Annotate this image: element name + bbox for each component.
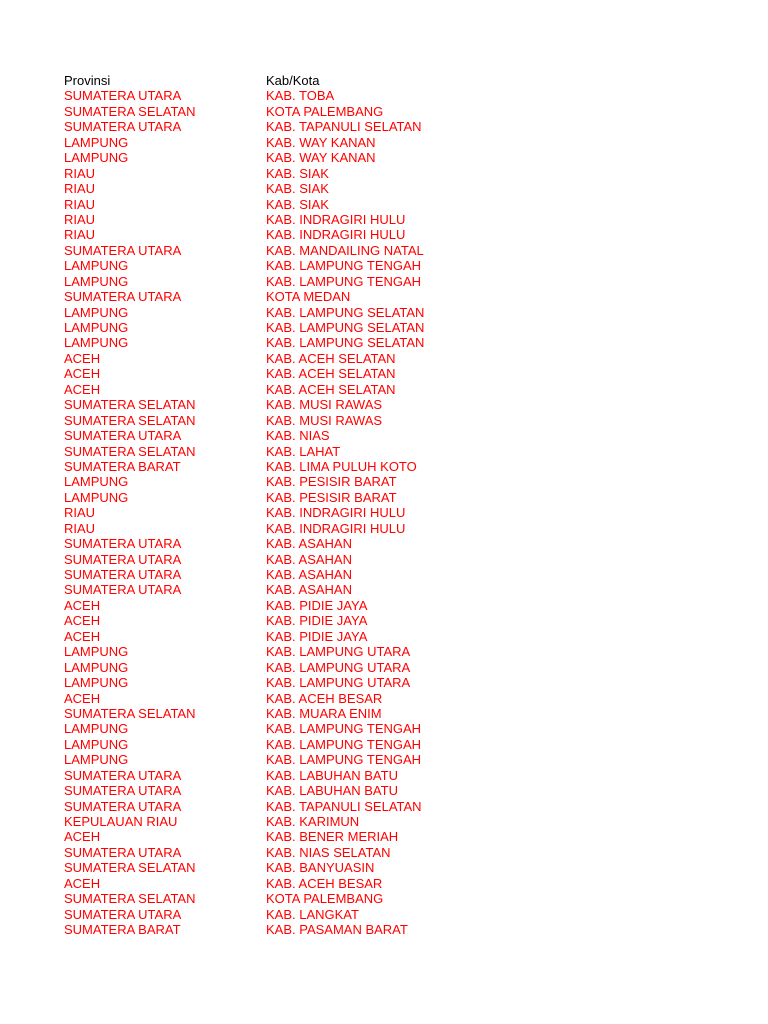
cell-provinsi: LAMPUNG (64, 659, 129, 675)
cell-provinsi: SUMATERA UTARA (64, 783, 182, 799)
cell-kab-kota: KAB. LAMPUNG SELATAN (266, 304, 425, 320)
table-row (64, 88, 704, 103)
table-row (64, 119, 704, 134)
cell-kab-kota: KAB. PIDIE JAYA (266, 597, 368, 613)
table-row (64, 490, 704, 505)
table-row (64, 474, 704, 489)
cell-provinsi: LAMPUNG (64, 752, 129, 768)
table-row (64, 397, 704, 412)
cell-kab-kota: KAB. ACEH BESAR (266, 875, 383, 891)
cell-provinsi: RIAU (64, 520, 96, 536)
table-row (64, 444, 704, 459)
table-row (64, 644, 704, 659)
table-row (64, 752, 704, 767)
cell-kab-kota: KAB. LAMPUNG TENGAH (266, 258, 422, 274)
cell-kab-kota: KAB. ACEH SELATAN (266, 366, 396, 382)
cell-provinsi: SUMATERA UTARA (64, 906, 182, 922)
cell-provinsi: SUMATERA SELATAN (64, 443, 196, 459)
table-row (64, 197, 704, 212)
cell-kab-kota: KAB. INDRAGIRI HULU (266, 505, 406, 521)
cell-kab-kota: KAB. ASAHAN (266, 551, 352, 567)
cell-provinsi: RIAU (64, 505, 96, 521)
cell-kab-kota: KAB. LAMPUNG UTARA (266, 659, 411, 675)
cell-provinsi: ACEH (64, 613, 101, 629)
table-row (64, 181, 704, 196)
cell-kab-kota: KAB. LAMPUNG UTARA (266, 644, 411, 660)
cell-kab-kota: KAB. LAMPUNG UTARA (266, 675, 411, 691)
table-row (64, 305, 704, 320)
cell-provinsi: LAMPUNG (64, 304, 129, 320)
cell-provinsi: SUMATERA BARAT (64, 922, 181, 938)
table-row (64, 660, 704, 675)
cell-kab-kota: KAB. SIAK (266, 165, 329, 181)
table-row (64, 135, 704, 150)
cell-provinsi: ACEH (64, 381, 101, 397)
cell-provinsi: SUMATERA UTARA (64, 844, 182, 860)
table-row (64, 150, 704, 165)
table-row (64, 582, 704, 597)
table-row (64, 814, 704, 829)
table-row (64, 845, 704, 860)
cell-provinsi: LAMPUNG (64, 320, 129, 335)
cell-kab-kota: KAB. WAY KANAN (266, 150, 376, 166)
cell-kab-kota: KAB. LAHAT (266, 443, 341, 459)
cell-kab-kota: KAB. LAMPUNG TENGAH (266, 273, 422, 289)
cell-provinsi: LAMPUNG (64, 736, 129, 752)
cell-kab-kota: KAB. INDRAGIRI HULU (266, 211, 406, 227)
cell-kab-kota: KAB. ASAHAN (266, 536, 352, 552)
table-row (64, 335, 704, 350)
cell-provinsi: SUMATERA UTARA (64, 119, 182, 135)
table-row (64, 829, 704, 844)
cell-provinsi: SUMATERA UTARA (64, 536, 182, 552)
cell-provinsi: LAMPUNG (64, 644, 129, 660)
cell-provinsi: ACEH (64, 628, 101, 644)
table-row (64, 382, 704, 397)
table-row (64, 258, 704, 273)
cell-kab-kota: KAB. LAMPUNG SELATAN (266, 320, 425, 335)
table-row (64, 366, 704, 381)
header-provinsi: Provinsi (64, 73, 111, 88)
table-row (64, 227, 704, 242)
table-row (64, 768, 704, 783)
cell-kab-kota: KAB. SIAK (266, 181, 329, 197)
cell-provinsi: LAMPUNG (64, 675, 129, 691)
cell-provinsi: SUMATERA UTARA (64, 551, 182, 567)
cell-kab-kota: KAB. NIAS (266, 428, 330, 444)
table-header-row (64, 73, 704, 88)
cell-kab-kota: KAB. LIMA PULUH KOTO (266, 458, 417, 474)
cell-provinsi: LAMPUNG (64, 489, 129, 505)
cell-provinsi: SUMATERA UTARA (64, 798, 182, 814)
cell-provinsi: LAMPUNG (64, 134, 129, 150)
cell-provinsi: ACEH (64, 829, 101, 845)
table-row (64, 598, 704, 613)
cell-provinsi: SUMATERA SELATAN (64, 412, 196, 428)
table-row (64, 428, 704, 443)
cell-kab-kota: KAB. PESISIR BARAT (266, 489, 397, 505)
table-row (64, 706, 704, 721)
table-row (64, 629, 704, 644)
cell-provinsi: RIAU (64, 181, 96, 197)
table-row (64, 552, 704, 567)
cell-kab-kota: KAB. LAMPUNG SELATAN (266, 335, 425, 351)
cell-kab-kota: KAB. WAY KANAN (266, 134, 376, 150)
cell-kab-kota: KAB. SIAK (266, 196, 329, 212)
cell-provinsi: ACEH (64, 690, 101, 706)
table-row (64, 521, 704, 536)
cell-kab-kota: KAB. LAMPUNG TENGAH (266, 721, 422, 737)
table-row (64, 212, 704, 227)
cell-kab-kota: KAB. BANYUASIN (266, 860, 375, 876)
cell-kab-kota: KAB. ASAHAN (266, 567, 352, 582)
table-row (64, 799, 704, 814)
cell-provinsi: ACEH (64, 875, 101, 891)
cell-provinsi: SUMATERA SELATAN (64, 860, 196, 876)
cell-kab-kota: KAB. ASAHAN (266, 582, 352, 598)
cell-kab-kota: KAB. KARIMUN (266, 814, 360, 829)
table-row (64, 567, 704, 582)
cell-provinsi: ACEH (64, 350, 101, 366)
table-row (64, 675, 704, 690)
table-row (64, 860, 704, 875)
cell-kab-kota: KAB. LABUHAN BATU (266, 767, 398, 783)
cell-provinsi: LAMPUNG (64, 335, 129, 351)
cell-provinsi: KEPULAUAN RIAU (64, 814, 178, 829)
cell-provinsi: SUMATERA UTARA (64, 88, 182, 104)
table-body (64, 88, 704, 937)
table-row (64, 536, 704, 551)
cell-provinsi: SUMATERA SELATAN (64, 891, 196, 907)
table-row (64, 243, 704, 258)
table-row (64, 104, 704, 119)
cell-kab-kota: KAB. INDRAGIRI HULU (266, 520, 406, 536)
cell-provinsi: SUMATERA SELATAN (64, 705, 196, 721)
table-row (64, 613, 704, 628)
cell-provinsi: LAMPUNG (64, 474, 129, 490)
cell-kab-kota: KAB. MUARA ENIM (266, 705, 382, 721)
cell-provinsi: SUMATERA UTARA (64, 767, 182, 783)
cell-kab-kota: KAB. TAPANULI SELATAN (266, 798, 422, 814)
table-row (64, 907, 704, 922)
table-row (64, 351, 704, 366)
cell-provinsi: LAMPUNG (64, 150, 129, 166)
cell-provinsi: RIAU (64, 165, 96, 181)
cell-provinsi: SUMATERA SELATAN (64, 103, 196, 119)
table-row (64, 922, 704, 937)
cell-kab-kota: KAB. LANGKAT (266, 906, 359, 922)
cell-provinsi: ACEH (64, 597, 101, 613)
cell-provinsi: SUMATERA UTARA (64, 428, 182, 444)
cell-provinsi: RIAU (64, 196, 96, 212)
cell-kab-kota: KAB. MANDAILING NATAL (266, 242, 424, 258)
table-row (64, 891, 704, 906)
cell-provinsi: LAMPUNG (64, 721, 129, 737)
cell-provinsi: RIAU (64, 211, 96, 227)
cell-kab-kota: KAB. ACEH BESAR (266, 690, 383, 706)
cell-provinsi: RIAU (64, 227, 96, 243)
table-row (64, 274, 704, 289)
cell-kab-kota: KOTA PALEMBANG (266, 103, 384, 119)
cell-kab-kota: KAB. PASAMAN BARAT (266, 922, 408, 938)
cell-kab-kota: KAB. LAMPUNG TENGAH (266, 736, 422, 752)
table-row (64, 413, 704, 428)
table-row (64, 505, 704, 520)
cell-kab-kota: KAB. NIAS SELATAN (266, 844, 391, 860)
cell-provinsi: LAMPUNG (64, 258, 129, 274)
table-row (64, 737, 704, 752)
cell-kab-kota: KAB. PESISIR BARAT (266, 474, 397, 490)
cell-kab-kota: KAB. ACEH SELATAN (266, 381, 396, 397)
cell-kab-kota: KAB. TOBA (266, 88, 335, 104)
cell-kab-kota: KAB. MUSI RAWAS (266, 412, 383, 428)
table-row (64, 459, 704, 474)
cell-kab-kota: KAB. TAPANULI SELATAN (266, 119, 422, 135)
cell-provinsi: SUMATERA BARAT (64, 458, 181, 474)
table-row (64, 289, 704, 304)
header-kab-kota: Kab/Kota (266, 73, 320, 88)
table-row (64, 876, 704, 891)
table-row (64, 783, 704, 798)
cell-provinsi: SUMATERA UTARA (64, 582, 182, 598)
cell-kab-kota: KAB. INDRAGIRI HULU (266, 227, 406, 243)
cell-kab-kota: KAB. LAMPUNG TENGAH (266, 752, 422, 768)
cell-provinsi: LAMPUNG (64, 273, 129, 289)
table-row (64, 691, 704, 706)
cell-kab-kota: KOTA MEDAN (266, 289, 351, 305)
cell-provinsi: ACEH (64, 366, 101, 382)
cell-kab-kota: KAB. PIDIE JAYA (266, 613, 368, 629)
cell-kab-kota: KAB. PIDIE JAYA (266, 628, 368, 644)
cell-provinsi: SUMATERA UTARA (64, 289, 182, 305)
table-row (64, 320, 704, 335)
cell-kab-kota: KAB. ACEH SELATAN (266, 350, 396, 366)
cell-kab-kota: KAB. LABUHAN BATU (266, 783, 398, 799)
cell-kab-kota: KAB. MUSI RAWAS (266, 397, 383, 413)
cell-provinsi: SUMATERA UTARA (64, 567, 182, 582)
cell-provinsi: SUMATERA SELATAN (64, 397, 196, 413)
cell-provinsi: SUMATERA UTARA (64, 242, 182, 258)
table-row (64, 166, 704, 181)
cell-kab-kota: KAB. BENER MERIAH (266, 829, 399, 845)
table-row (64, 721, 704, 736)
cell-kab-kota: KOTA PALEMBANG (266, 891, 384, 907)
data-table (64, 73, 704, 938)
